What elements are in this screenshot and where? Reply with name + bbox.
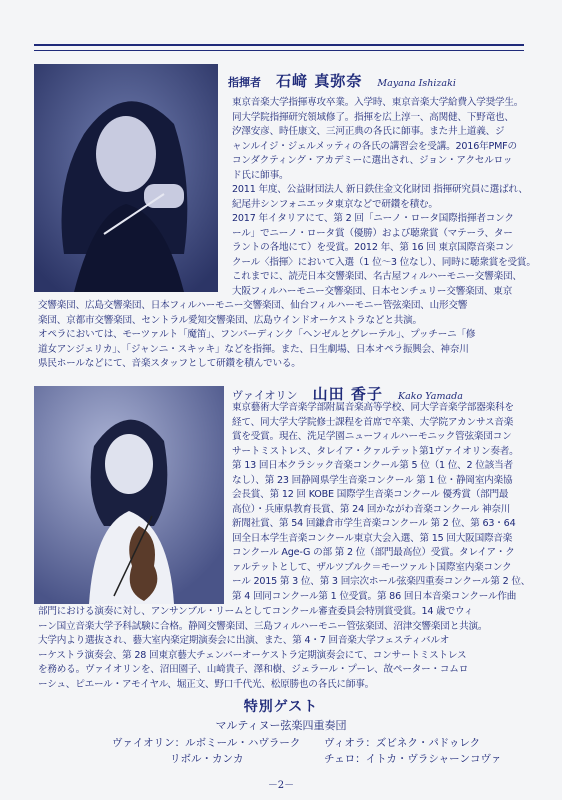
bio-line: ーシュ、ピエール・アモイヤル、堀正文、野口千代光、松原勝也の各氏に師事。 (38, 678, 375, 690)
bio-line: 会長賞、第 12 回 KOBE 国際学生音楽コンクール 優秀賞（部門最 (232, 489, 509, 500)
violinist-photo-image (34, 386, 224, 604)
bio-line: 経て、同大学大学院修士課程を首席で卒業、大学院アカンサス音楽 (232, 416, 514, 428)
conductor-role: 指揮者 (228, 76, 261, 89)
bio-line: 2011 年度、公益財団法人 新日鉄住金文化財団 指揮研究員に選ばれ、 (232, 184, 528, 195)
bio-line: ド氏に師事。 (232, 169, 289, 181)
conductor-name-en: Mayana Ishizaki (377, 78, 456, 89)
bio-line: 道女アンジェリカ」、「ジャンニ・スキッキ」などを指揮。また、日生劇場、日本オペラ振興会、神奈川 (38, 343, 469, 355)
bio-line: 東京音楽大学指揮専攻卒業。入学時、東京音楽大学給費入学奨学生。 (232, 97, 524, 108)
guest-member: ヴィオラ：ズビネク・パドゥレク (324, 737, 481, 749)
bio-line: ラントの各地にて）を受賞。2012 年、第 16 回 東京国際音楽コン (232, 242, 514, 253)
bio-line: 楽団、京都市交響楽団、セントラル愛知交響楽団、広島ウインドオーケストラなどと共演。 (38, 314, 422, 326)
bio-line: 高位）・兵庫県教育長賞、第 24 回かながわ音楽コンクール 神奈川 (232, 503, 511, 515)
bio-line: 賞を受賞。現在、洗足学園ニューフィルハーモニック管弦楽団コン (232, 431, 512, 442)
bio-line: オペラにおいては、モーツァルト「魔笛」、フンパーディンク「ヘンゼルとグレーテル」、プッチーニ「修 (38, 329, 476, 340)
bio-line: 同大学院指揮研究領域修了。指揮を広上淳一、高関健、下野竜也、 (232, 111, 514, 123)
guest-member: リボル・カンカ (170, 753, 244, 765)
bio-line: 県民ホールなどにて、音楽スタッフとして研鑽を積んでいる。 (38, 358, 301, 369)
bio-line: 回全日本学生音楽コンクール東京大会入選、第 15 回大阪国際音楽 (232, 532, 513, 544)
top-rule-thin (34, 50, 524, 51)
bio-line: これまでに、読売日本交響楽団、名古屋フィルハーモニー交響楽団、 (232, 271, 522, 282)
bio-line: クール〈指揮〉において入選（1 位〜3 位なし）、同時に聴衆賞を受賞。 (232, 256, 536, 268)
bio-line: なし）、第 23 回静岡県学生音楽コンクール 第 1 位・静岡室内楽協 (232, 474, 513, 486)
conductor-heading (228, 70, 456, 91)
bio-line: コンダクティング・アカデミーに選出され、ジョン・アクセルロッ (232, 155, 513, 166)
guest-group-name: マルティヌー弦楽四重奏団 (215, 719, 347, 732)
bio-line: サートミストレス、タレイア・クァルテット第1ヴァイオリン奏者。 (232, 445, 519, 457)
bio-line: 第 13 回日本クラシック音楽コンクール第 5 位（1 位、2 位該当者 (232, 460, 513, 471)
bio-line: ーン国立音楽大学予科試験に合格。静岡交響楽団、三島フィルハーモニー管弦楽団、沼津交響楽団と共演。 (38, 620, 488, 632)
bio-line: 大学内より選抜され、藝大室内楽定期演奏会に出演、また、第 4・7 回音楽大学フェスティバルオ (38, 635, 450, 646)
violinist-name-en: Kako Yamada (397, 391, 463, 402)
bio-line: 2017 年イタリアにて、第 2 回「ニーノ・ロータ国際指揮者コンク (232, 213, 514, 224)
guest-member: ヴァイオリン：ルボミール・ハヴラーク (112, 737, 301, 749)
violinist-photo (34, 386, 224, 604)
bio-line: ール」でニーノ・ロータ賞（優勝）および聴衆賞（マテーラ、ター (232, 227, 513, 239)
violinist-role: ヴァイオリン (232, 389, 298, 402)
conductor-bio-side (232, 96, 536, 299)
violinist-bio-full (38, 605, 487, 692)
bio-line: ーケストラ演奏会、第 28 回東京藝大チェンバーオーケストラ定期演奏会にて、コンサートミストレス (38, 649, 467, 661)
violinist-bio-side (232, 401, 530, 604)
bio-line: コンクール Age-G の部 第 2 位（部門最高位）受賞。タレイア・ク (232, 547, 515, 558)
bio-line: を務める。ヴァイオリンを、沼田園子、山崎貴子、澤和樹、ジェラール・プーレ、故ペーター・コムロ (38, 664, 469, 675)
bio-line: ール 2015 第 3 位、第 3 回宗次ホール弦楽四重奏コンクール第 2 位、 (232, 576, 531, 587)
guest-member: チェロ：イトカ・ヴラシャーンコヴァ (324, 753, 502, 765)
conductor-photo-image (34, 64, 218, 292)
conductor-photo (34, 64, 218, 292)
bio-line: 東京藝術大学音楽学部附属音楽高等学校、同大学音楽学部器楽科を (232, 402, 514, 413)
bio-line: 交響楽団、広島交響楽団、日本フィルハーモニー交響楽団、仙台フィルハーモニー管弦楽団、山形交響 (38, 300, 468, 311)
bio-line: ャンルイジ・ジェルメッティの各氏の講習会を受講。2016年PMFの (232, 140, 517, 152)
conductor-bio-full (38, 299, 475, 372)
bio-line: ァルテットとして、ザルツブルク＝モーツァルト国際室内楽コンク (232, 561, 512, 573)
page-number: －2－ (267, 780, 295, 791)
bio-line: 紀尾井シンフォニエッタ東京などで研鑽を積む。 (232, 198, 438, 210)
bio-line: 汐澤安彦、時任康文、三河正典の各氏に師事。また井上道義、ジ (232, 126, 505, 137)
bio-line: 大阪フィルハーモニー交響楽団、日本センチュリー交響楽団、東京 (232, 285, 513, 297)
bio-line: 第 4 回同コンクール第 1 位受賞。第 86 回日本音楽コンクール作曲 (232, 590, 517, 602)
conductor-name-ja: 石﨑 真弥奈 (276, 72, 363, 90)
guest-title: 特別ゲスト (243, 699, 319, 715)
top-rule (34, 44, 524, 46)
bio-line: 部門における演奏に対し、アンサンブル・リームとしてコンクール審査委員会特別賞受賞。14 歳でウィ (38, 606, 474, 617)
violinist-name-ja: 山田 香子 (312, 385, 383, 403)
bio-line: 新聞社賞、第 54 回鎌倉市学生音楽コンクール 第 2 位、第 63・64 (232, 518, 516, 529)
